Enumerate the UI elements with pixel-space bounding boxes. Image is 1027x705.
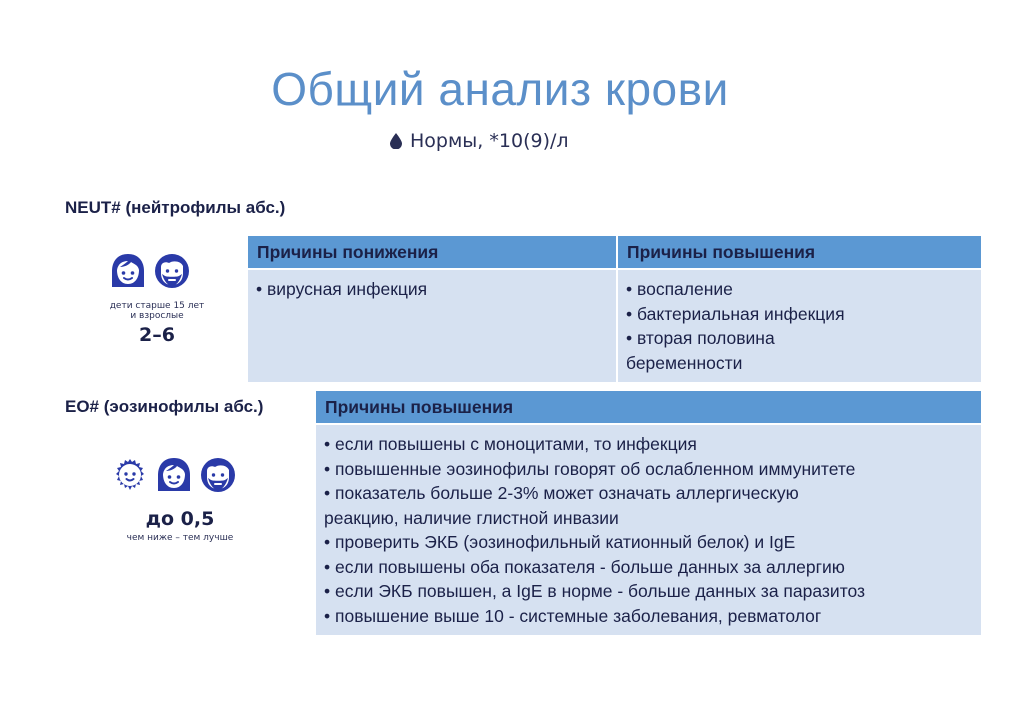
subtitle-text: Нормы, *10(9)/л — [410, 130, 569, 152]
decrease-cell — [247, 269, 617, 383]
page-title: Общий анализ крови — [271, 63, 729, 115]
increase-cell — [617, 269, 982, 383]
increase-header: Причины повышения — [617, 235, 982, 269]
neut-norm-value: 2–6 — [139, 324, 175, 346]
eo-icons — [110, 455, 238, 495]
man-icon — [152, 251, 192, 291]
neut-table — [246, 234, 983, 384]
eo-section-title: EO# (эозинофилы абс.) — [65, 397, 264, 416]
eo-item: • если ЭКБ повышен, а IgE в норме - больше данных за паразитоз — [324, 581, 866, 601]
girl-icon — [154, 455, 194, 495]
neut-group-caption — [108, 301, 206, 321]
eo-item: • повышение выше 10 - системные заболевания, ревматолог — [324, 605, 822, 626]
eo-item: • если повышены оба показателя - больше данных за аллергию — [324, 556, 845, 577]
neut-icons — [108, 251, 192, 291]
eo-norm-value: до 0,5 — [145, 508, 215, 530]
subtitle — [390, 130, 569, 152]
decrease-item: • вирусная инфекция — [256, 279, 428, 299]
eo-item: • проверить ЭКБ (эозинофильный катионный белок) и IgE — [324, 532, 796, 552]
neut-group-caption-line1: дети старше 15 лет — [109, 301, 205, 311]
eo-table — [314, 389, 983, 637]
increase-item: • вторая половина — [626, 328, 775, 348]
drop-icon — [390, 133, 402, 149]
eo-increase-header: Причины повышения — [315, 390, 982, 424]
eo-item: • показатель больше 2-3% может означать аллергическую — [324, 483, 799, 503]
eo-caption: чем ниже – тем лучше — [126, 533, 234, 543]
baby-icon — [110, 455, 150, 495]
neut-section-title: NEUT# (нейтрофилы абс.) — [65, 198, 286, 217]
neut-group-caption-line2: и взрослые — [130, 311, 184, 321]
eo-item: реакцию, наличие глистной инвазии — [324, 507, 619, 528]
increase-item: • бактериальная инфекция — [626, 303, 845, 324]
eo-increase-cell — [315, 424, 982, 636]
increase-item: беременности — [626, 352, 743, 373]
girl-icon — [108, 251, 148, 291]
decrease-header: Причины понижения — [247, 235, 617, 269]
man-icon — [198, 455, 238, 495]
increase-item: • воспаление — [626, 279, 733, 299]
eo-item: • если повышены с моноцитами, то инфекция — [324, 434, 697, 454]
eo-item: • повышенные эозинофилы говорят об ослабленном иммунитете — [324, 458, 856, 479]
